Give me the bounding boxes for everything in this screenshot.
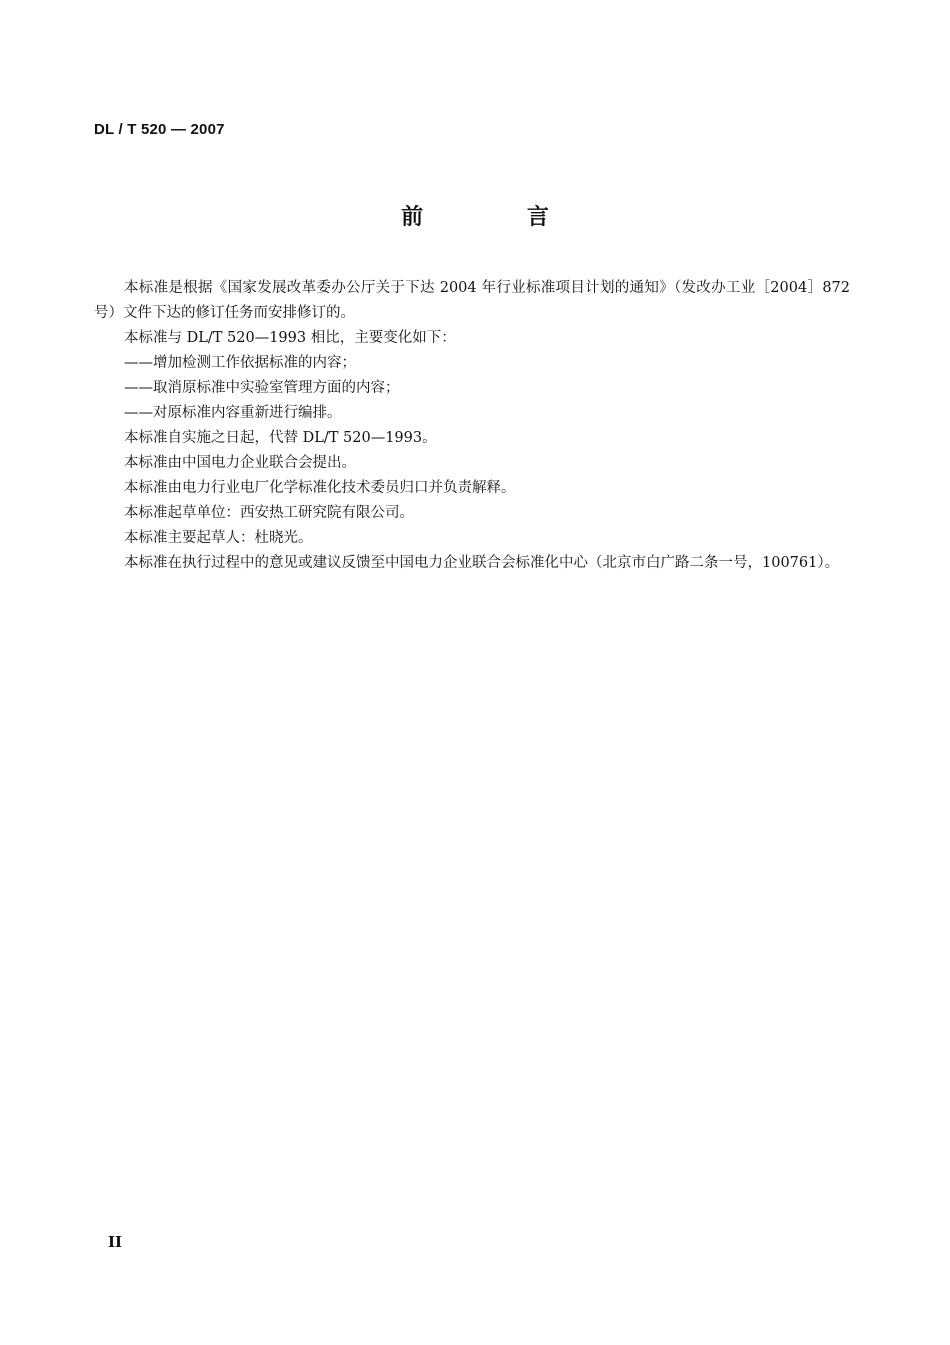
- paragraph-basis: 本标准是根据《国家发展改革委办公厅关于下达 2004 年行业标准项目计划的通知》（发改办工业［2004］872 号）文件下达的修订任务而安排修订的。: [94, 280, 850, 321]
- change-item-1: ——增加检测工作依据标准的内容；: [124, 355, 356, 371]
- paragraph-responsible: 本标准由电力行业电厂化学标准化技术委员归口并负责解释。: [124, 480, 516, 496]
- paragraph-replacement: 本标准自实施之日起，代替 DL/T 520—1993。: [124, 430, 437, 446]
- change-item-2: ——取消原标准中实验室管理方面的内容；: [124, 380, 400, 396]
- paragraph-feedback: 本标准在执行过程中的意见或建议反馈至中国电力企业联合会标准化中心（北京市白广路二条一号，100761）。: [124, 555, 840, 571]
- change-item-3: ——对原标准内容重新进行编排。: [124, 405, 342, 421]
- paragraph-changes-intro: 本标准与 DL/T 520—1993 相比，主要变化如下：: [124, 330, 456, 346]
- paragraph-proposer: 本标准由中国电力企业联合会提出。: [124, 455, 356, 471]
- paragraph-drafter: 本标准主要起草人：杜晓光。: [124, 530, 313, 546]
- page-number: II: [108, 1233, 123, 1251]
- section-title-foreword: 前 言: [401, 204, 597, 230]
- standard-code: DL / T 520 — 2007: [94, 121, 225, 138]
- foreword-body: [94, 276, 850, 576]
- paragraph-drafting-unit: 本标准起草单位：西安热工研究院有限公司。: [124, 505, 414, 521]
